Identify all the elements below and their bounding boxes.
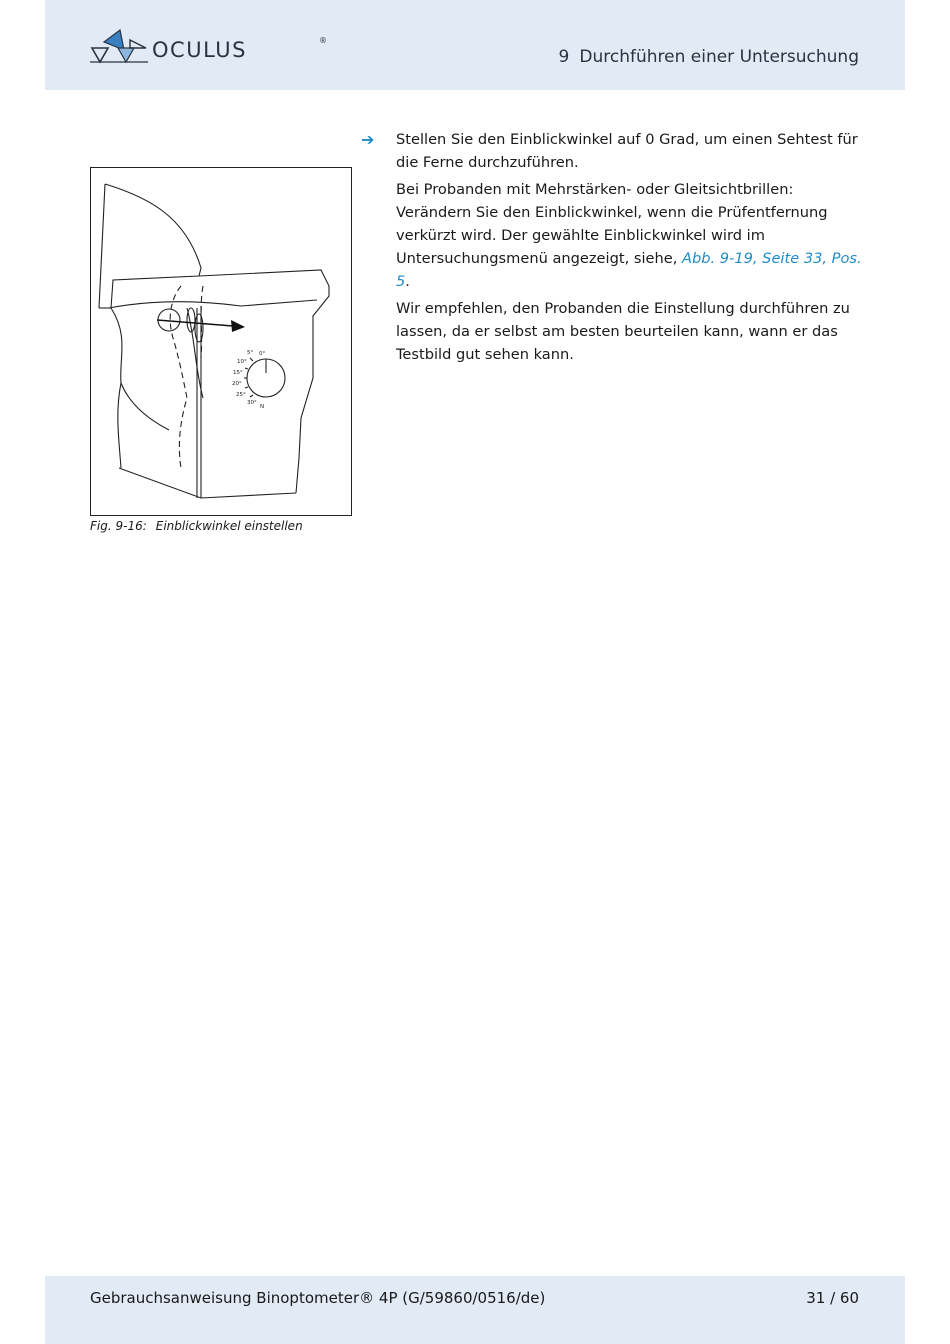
dial-label-25: 25° <box>236 392 246 398</box>
figure-caption-text: Einblickwinkel einstellen <box>155 519 303 533</box>
document-title: Gebrauchsanweisung Binoptometer® 4P (G/59860/0516/de) <box>90 1289 546 1307</box>
device-line-drawing <box>91 168 353 517</box>
chapter-title: Durchführen einer Untersuchung <box>579 47 859 67</box>
dial-label-20: 20° <box>232 381 242 387</box>
chapter-number: 9 <box>558 47 570 67</box>
paragraph-multifocal <box>396 178 866 293</box>
oculus-logo <box>90 28 327 68</box>
paragraph-multifocal-end: . <box>405 273 410 290</box>
cross-reference-link[interactable]: Abb. 9-19, Seite 33, Pos. 5 <box>396 250 862 290</box>
paragraph-multifocal-text: Bei Probanden mit Mehrstärken- oder Gleitsichtbrillen: Verändern Sie den Einblickwinkel, wenn die Prüfentfernung verkürzt wird. Der gewählte Einblickwinkel wird im Untersuchungsmenü angezeigt, siehe, <box>396 181 828 267</box>
dial-label-30: 30° <box>247 400 257 406</box>
body-text <box>396 128 866 370</box>
logo-registered-mark: ® <box>319 36 327 45</box>
dial-label-15: 15° <box>233 370 243 376</box>
page-footer <box>45 1276 905 1344</box>
page-number: 31 / 60 <box>806 1289 859 1307</box>
paragraph-recommendation: Wir empfehlen, den Probanden die Einstellung durchführen zu lassen, da er selbst am besten beurteilen kann, wann er das Testbild gut sehen kann. <box>396 300 850 363</box>
figure-caption <box>90 519 303 533</box>
chapter-heading <box>559 47 859 67</box>
logo-wordmark: OCULUS <box>152 38 247 62</box>
dial-label-10: 10° <box>237 359 247 365</box>
oculus-logo-icon <box>90 28 150 68</box>
figure-illustration <box>90 167 352 516</box>
dial-label-5: 5° <box>247 350 254 356</box>
instruction-arrow-icon: ➔ <box>361 130 375 149</box>
page-header <box>45 0 905 90</box>
figure-caption-label: Fig. 9-16: <box>90 519 147 533</box>
dial-label-n: N <box>260 404 265 410</box>
dial-label-0: 0° <box>259 351 266 357</box>
instruction-step: Stellen Sie den Einblickwinkel auf 0 Grad, um einen Sehtest für die Ferne durchzuführen. <box>396 131 858 171</box>
